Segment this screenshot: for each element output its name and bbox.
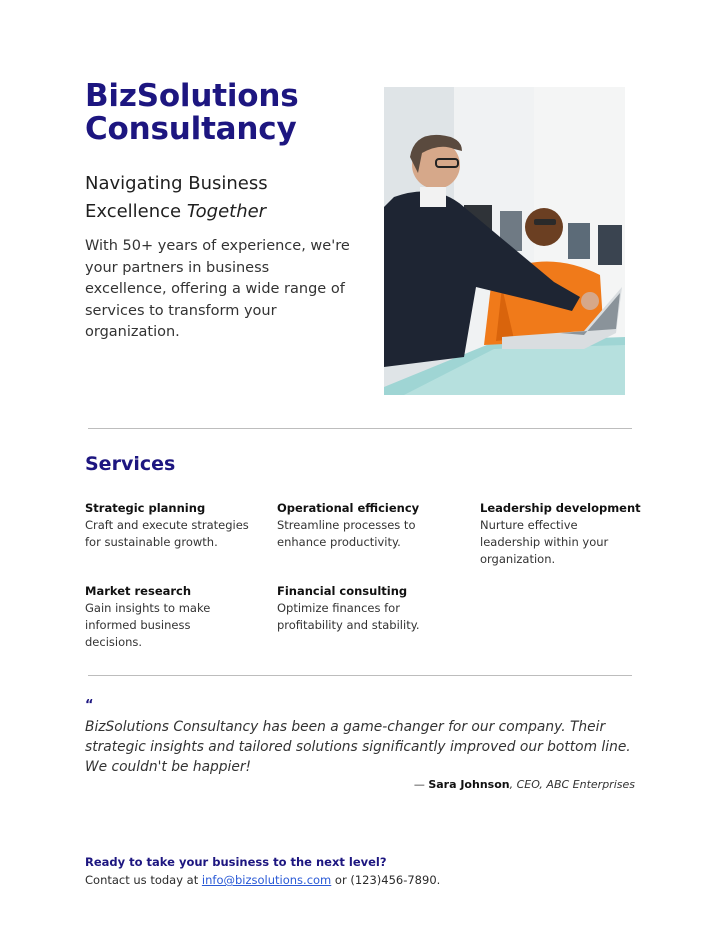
service-description: Gain insights to make informed business decisions. (85, 601, 211, 649)
service-strategic-planning (85, 500, 260, 551)
brand-title-line1: BizSolutions (85, 78, 299, 114)
attribution-role: , CEO, ABC Enterprises (509, 778, 635, 791)
service-description: Craft and execute strategies for sustainable growth. (85, 518, 249, 549)
section-divider-top (88, 428, 632, 429)
services-heading: Services (85, 453, 176, 475)
testimonial-quote: BizSolutions Consultancy has been a game-changer for our company. Their strategic insights and tailored solutions significantly improved our bottom line. We couldn't be happier! (85, 719, 631, 775)
tagline-line2: Excellence (85, 201, 187, 222)
testimonial-attribution (414, 778, 635, 791)
service-financial-consulting (277, 583, 437, 634)
tagline-emphasis: Together (186, 201, 267, 222)
brand-title (85, 80, 365, 146)
attribution-dash: — (413, 778, 429, 791)
quote-mark-icon: “ (85, 698, 94, 713)
section-divider-bottom (88, 675, 632, 676)
tagline-line1: Navigating Business (85, 173, 268, 194)
service-description: Optimize finances for profitability and stability. (277, 601, 420, 632)
service-title: Strategic planning (85, 501, 206, 515)
service-title: Operational efficiency (277, 501, 420, 515)
service-operational-efficiency (277, 500, 437, 551)
service-description: Nurture effective leadership within your organization. (480, 518, 609, 566)
service-leadership-development (480, 500, 640, 568)
service-market-research (85, 583, 235, 651)
hero-photo-illustration (384, 87, 625, 395)
email-link[interactable]: info@bizsolutions.com (201, 873, 332, 887)
service-title: Leadership development (480, 501, 641, 515)
cta-prefix: Contact us today at (85, 873, 202, 887)
tagline (85, 170, 365, 226)
intro-paragraph: With 50+ years of experience, we're your partners in business excellence, offering a wide range of services to transform your organization. (85, 238, 350, 340)
service-description: Streamline processes to enhance productivity. (277, 518, 416, 549)
attribution-name: Sara Johnson (428, 778, 510, 791)
brand-title-line2: Consultancy (85, 111, 297, 147)
service-title: Market research (85, 584, 192, 598)
service-title: Financial consulting (277, 584, 408, 598)
cta-suffix: or (123)456-7890. (331, 873, 441, 887)
hero-photo (384, 87, 625, 395)
cta-contact-line (85, 873, 440, 887)
cta-title: Ready to take your business to the next level? (85, 855, 387, 869)
